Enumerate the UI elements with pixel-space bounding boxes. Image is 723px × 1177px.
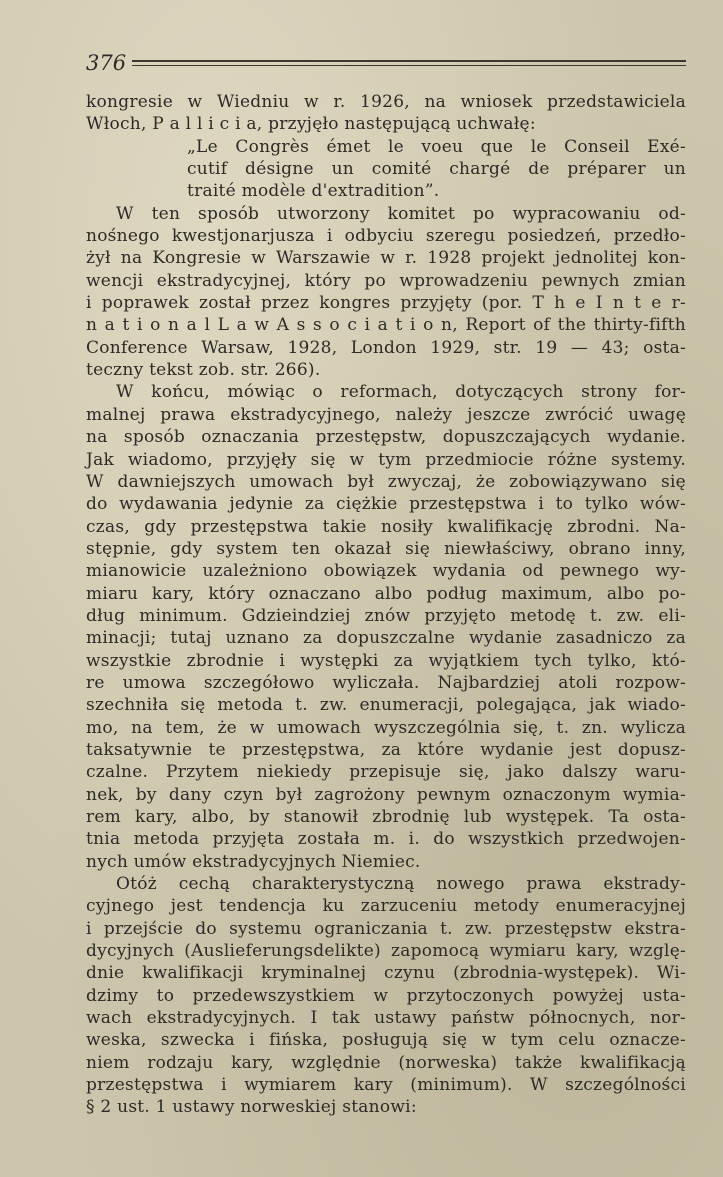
text-line: Włoch, P a l l i c i a, przyjęło następującą uchwałę:: [86, 114, 536, 135]
text-line: wencji ekstradycyjnej, który po wprowadzeniu pewnych zmian: [86, 270, 686, 291]
text-line: Otóż cechą charakterystyczną nowego prawa ekstrady-: [116, 874, 686, 895]
page-number: 376: [86, 51, 127, 75]
quote-line: cutif désigne un comité chargé de préparer un: [187, 159, 686, 180]
text-line: § 2 ust. 1 ustawy norweskiej stanowi:: [86, 1097, 417, 1118]
text-line: do wydawania jedynie za ciężkie przestępstwa i to tylko wów-: [86, 494, 686, 515]
header-rule-thin: [132, 65, 686, 66]
quote-line: „Le Congrès émet le voeu que le Conseil Exé-: [187, 136, 686, 157]
text-line: Jak wiadomo, przyjęły się w tym przedmiocie różne systemy.: [86, 449, 686, 470]
text-line: wach ekstradycyjnych. I tak ustawy państw północnych, nor-: [86, 1008, 686, 1029]
text-line: taksatywnie te przestępstwa, za które wydanie jest dopusz-: [86, 739, 686, 760]
text-line: nek, by dany czyn był zagrożony pewnym oznaczonym wymia-: [86, 784, 686, 805]
text-line: czalne. Przytem niekiedy przepisuje się, jako dalszy waru-: [86, 762, 686, 783]
text-line: dzimy to przedewszystkiem w przytoczonych powyżej usta-: [86, 985, 686, 1006]
text-line: teczny tekst zob. str. 266).: [86, 360, 321, 381]
text-line: wszystkie zbrodnie i występki za wyjątkiem tych tylko, któ-: [86, 650, 686, 671]
text-line: nych umów ekstradycyjnych Niemiec.: [86, 851, 421, 872]
text-line: dycyjnych (Auslieferungsdelikte) zapomocą wymiaru kary, wzglę-: [86, 941, 686, 962]
text-line: weska, szwecka i fińska, posługują się w tym celu oznacze-: [86, 1030, 686, 1051]
text-line: cyjnego jest tendencja ku zarzuceniu metody enumeracyjnej: [86, 896, 686, 917]
text-line: W ten sposób utworzony komitet po wypracowaniu od-: [116, 203, 686, 224]
text-line: i przejście do systemu ograniczania t. zw. przestępstw ekstra-: [86, 918, 686, 939]
text-line: n a t i o n a l L a w A s s o c i a t i o n, Report of the thirty-fifth: [86, 315, 686, 336]
header-rule: [132, 60, 686, 62]
text-line: re umowa szczegółowo wyliczała. Najbardziej atoli rozpow-: [86, 672, 686, 693]
text-line: dnie kwalifikacji kryminalnej czynu (zbrodnia-występek). Wi-: [86, 963, 686, 984]
body-text: [86, 91, 686, 1119]
text-line: tnia metoda przyjęta została m. i. do wszystkich przedwojen-: [86, 829, 686, 850]
text-line: przestępstwa i wymiarem kary (minimum). W szczególności: [86, 1075, 686, 1096]
text-line: niem rodzaju kary, względnie (norweska) także kwalifikacją: [86, 1052, 686, 1073]
text-line: i poprawek został przez kongres przyjęty (por. T h e I n t e r-: [86, 293, 686, 314]
text-line: kongresie w Wiedniu w r. 1926, na wniosek przedstawiciela: [86, 92, 686, 112]
text-line: malnej prawa ekstradycyjnego, należy jeszcze zwrócić uwagę: [86, 404, 686, 425]
text-line: nośnego kwestjonarjusza i odbyciu szeregu posiedzeń, przedło-: [86, 226, 686, 247]
text-line: mo, na tem, że w umowach wyszczególnia się, t. zn. wylicza: [86, 717, 686, 738]
text-line: W dawniejszych umowach był zwyczaj, że zobowiązywano się: [86, 471, 686, 492]
text-line: szechniła się metoda t. zw. enumeracji, polegająca, jak wiado-: [86, 695, 686, 716]
page-header: [86, 50, 686, 76]
text-line: na sposób oznaczania przestępstw, dopuszczających wydanie.: [86, 427, 686, 448]
text-line: mianowicie uzależniono obowiązek wydania od pewnego wy-: [86, 561, 686, 582]
text-line: dług minimum. Gdzieindziej znów przyjęto metodę t. zw. eli-: [86, 605, 686, 626]
text-line: żył na Kongresie w Warszawie w r. 1928 projekt jednolitej kon-: [86, 248, 686, 269]
text-line: czas, gdy przestępstwa takie nosiły kwalifikację zbrodni. Na-: [86, 516, 686, 537]
quote-line: traité modèle d'extradition”.: [187, 181, 440, 202]
text-line: Conference Warsaw, 1928, London 1929, str. 19 — 43; osta-: [86, 337, 686, 358]
text-line: miaru kary, który oznaczano albo podług maximum, albo po-: [86, 583, 686, 604]
text-line: stępnie, gdy system ten okazał się niewłaściwy, obrano inny,: [86, 538, 686, 559]
text-line: rem kary, albo, by stanowił zbrodnię lub występek. Ta osta-: [86, 807, 686, 827]
text-line: W końcu, mówiąc o reformach, dotyczących strony for-: [116, 382, 686, 403]
text-line: minacji; tutaj uznano za dopuszczalne wydanie zasadniczo za: [86, 628, 686, 649]
